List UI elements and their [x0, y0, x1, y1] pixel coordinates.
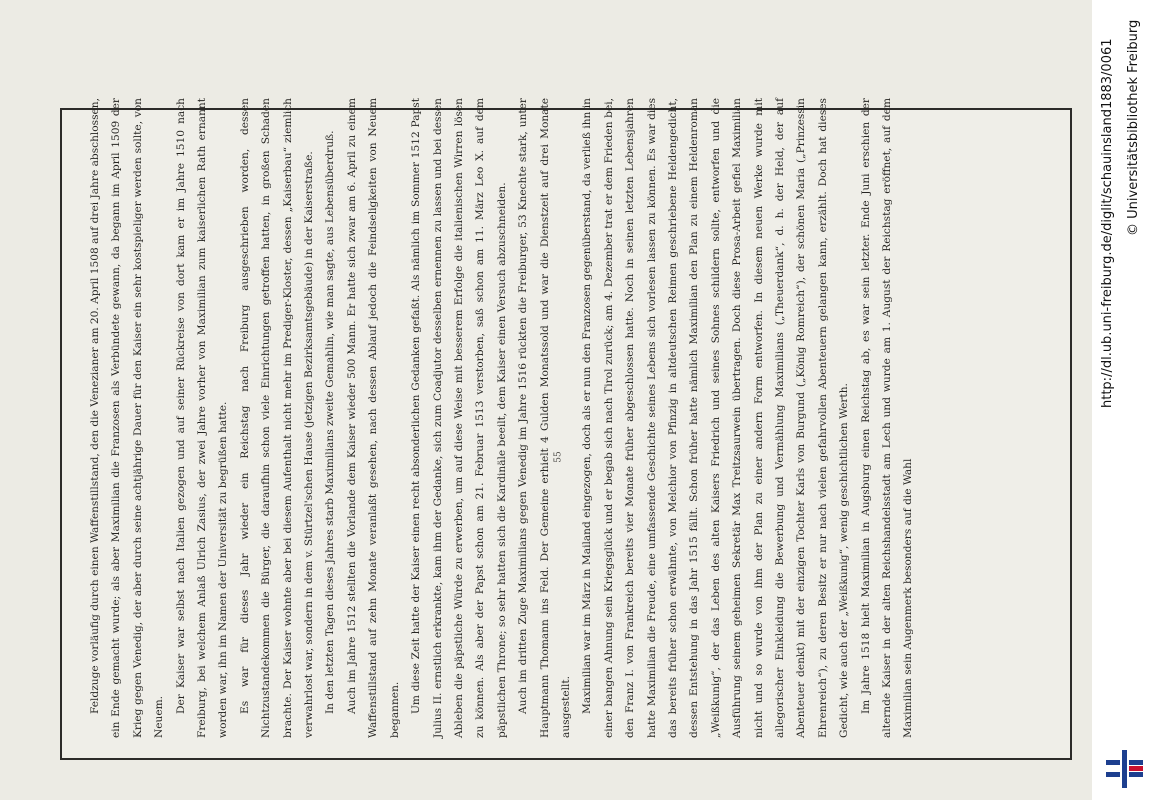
- paragraph: Feldzuge vorläufig durch einen Waffenstillstand, den die Venezianer am 20. April 1508 auf drei Jahre abschlossen, ein Ende gemacht wurde; als aber Maximilian die Franzosen als Verbündete gewann, da begann im April 1509 der Krieg gegen Venedig, der aber durch seine achtjährige Dauer für den Kaiser ein sehr kostspieliger werden sollte, von Neuem.: [89, 98, 166, 738]
- paragraph: Auch im dritten Zuge Maximilians gegen Venedig im Jahre 1516 rückten die Freiburger, 53 Knechte stark, unter Hauptmann Thomann ins Feld. Der Gemeine erhielt 4 Gulden Monatssold und war die Dienstzeit auf drei Monate ausgestellt.: [517, 98, 572, 738]
- paragraph: Um diese Zeit hatte der Kaiser einen recht absonderlichen Gedanken gefaßt. Als nämlich im Sommer 1512 Papst Julius II. ernstlich erkrankte, kam ihm der Gedanke, sich zum Coadjutor desselben ernennen zu lassen und bei dessen Ableben die päpstliche Würde zu erwerben, um auf diese Weise mit besserem Erfolge die italienischen Wirren lösen zu können. Als aber der Papst schon am 21. Februar 1513 verstorben, saß schon am 11. März Leo X. auf dem päpstlichen Throne; so sehr hatten sich die Kardinäle beeilt, dem Kaiser einen Versuch abzuschneiden.: [410, 98, 508, 738]
- paragraph: Maximilian war im März in Mailand eingezogen, doch als er nun den Franzosen gegenüberstand, da verließ ihn in einer bangen Ahnung sein Kriegsglück und er begab sich nach Tirol zurück; am 4. Dezember trat er dem Frieden bei, den Franz I. von Frankreich bereits vier Monate früher abgeschlossen hatte. Noch in seinen letzten Lebensjahren hatte Maximilian die Freude, eine umfassende Geschichte seines Lebens sich vorlesen lassen zu können. Es war dies das bereits früher schon erwähnte, von Melchior von Pfinzig in altdeutschen Reimen geschriebene Heldengedicht, dessen Entstehung in das Jahr 1515 fällt. Schon früher hatte nämlich Maximilian den Plan zu einem Heldenroman „Weißkunig“, der das Leben des alten Kaisers Friedrich und seines Sohnes schildern sollte, entworfen und die Ausführung seinem geheimen Sekretär Max Treitzsaurwein übertragen. Doch diese Prosa-Arbeit gefiel Maximilian nicht und so wurde von ihm der Plan zu einer andern Form entworfen. In diesem neuen Werke wurde mit allegorischer Einkleidung die Bewerbung und Vermählung Maximilians („Theuerdank“, d. h. der Held, der auf Abenteuer denkt) mit der einzigen Tochter Karls von Burgund („König Romreich“), der schönen Maria („Prinzessin Ehrenreich“), zu deren Besitz er nur nach vielen gefahrvollen Abenteuern gelangen kann, erzählt. Doch hat dieses Gedicht, wie auch der „Weißkunig“, wenig geschichtlichen Werth.: [581, 98, 851, 738]
- page-number: 55: [553, 451, 564, 463]
- paragraph: Im Jahre 1518 hielt Maximilian in Augsburg einen Reichstag ab, es war sein letzter. Ende Juni erschien der alternde Kaiser in der alten Reichshandelsstadt am Lech und wurde am 1. August der Reichstag eröffnet, auf dem Maximilian sein Augenmerk besonders auf die Wahl: [859, 98, 915, 738]
- copyright-credit: © Universitätsbibliothek Freiburg: [1126, 19, 1141, 236]
- source-url-link[interactable]: [1100, 388, 1115, 408]
- paragraph: In den letzten Tagen dieses Jahres starb Maximilians zweite Gemahlin, wie man sagte, aus Lebensüberdruß.: [324, 130, 337, 714]
- paragraph: Der Kaiser war selbst nach Italien gezogen und auf seiner Rückreise von dort kam er im Jahre 1510 nach Freiburg, bei welchem Anlaß Ulrich Zasius, der zwei Jahre vorher von Maximilian zum kaiserlichen Rath ernannt worden war, ihn im Namen der Universität zu begrüßen hatte.: [174, 98, 230, 738]
- paragraph: Auch im Jahre 1512 stellten die Vorlande dem Kaiser wieder 500 Mann. Er hatte sich zwar am 6. April zu einem Waffenstillstand auf zehn Monate veranlaßt gesehen, nach dessen Ablauf jedoch die Feindseligkeiten von Neuem begannen.: [345, 98, 401, 738]
- body-text: [85, 98, 920, 738]
- paragraph: Es war für dieses Jahr wieder ein Reichstag nach Freiburg ausgeschrieben worden, dessen Nichtzustandekommen die Bürger, die daraufhin schon viele Einrichtungen getroffen hatten, in großen Schaden brachte. Der Kaiser wohnte aber bei diesem Aufenthalt nicht mehr im Prediger-Kloster, dessen „Kaiserbau“ ziemlich verwahrlost war, sondern in dem v. Stürtzel'schen Hause (jetzigen Bezirksamtsgebäude) in der Kaiserstraße.: [238, 98, 316, 738]
- library-logo-icon: [1102, 748, 1146, 790]
